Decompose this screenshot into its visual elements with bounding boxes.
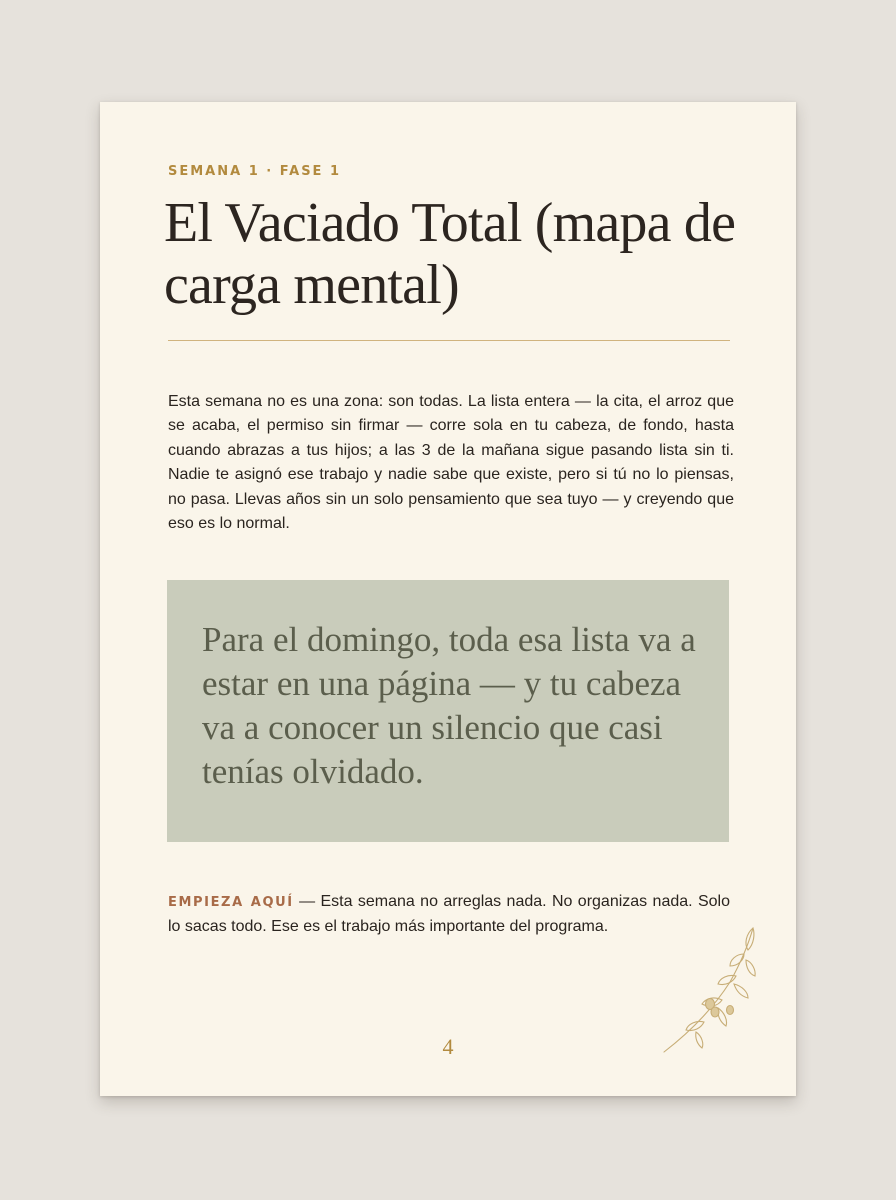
section-eyebrow: SEMANA 1 · FASE 1 bbox=[168, 164, 342, 179]
callout-text: — Esta semana no arreglas nada. No organizas nada. Solo lo sacas todo. Ese es el trabajo más importante del programa. bbox=[168, 893, 731, 936]
page-number: 4 bbox=[442, 1034, 454, 1059]
pull-quote-box bbox=[167, 580, 729, 842]
callout-label: EMPIEZA AQUÍ bbox=[168, 895, 294, 910]
pull-quote-text: Para el domingo, toda esa lista va a estar en una página — y tu cabeza va a conocer un silencio que casi tenías olvidado. bbox=[202, 620, 696, 791]
document-page bbox=[100, 102, 796, 1096]
title-divider bbox=[168, 340, 730, 341]
page-title: El Vaciado Total (mapa de carga mental) bbox=[164, 192, 736, 316]
intro-paragraph: Esta semana no es una zona: son todas. La lista entera — la cita, el arroz que se acaba, el permiso sin firmar — corre sola en tu cabeza, de fondo, hasta cuando abrazas a tus hijos; a las 3 de la mañana sigue pasando lista sin ti. Nadie te asignó ese trabajo y nadie sabe que existe, pero si tú no lo piensas, no pasa. Llevas años sin un solo pensamiento que sea tuyo — y creyendo que eso es lo normal. bbox=[168, 393, 734, 533]
callout-paragraph bbox=[168, 890, 730, 940]
